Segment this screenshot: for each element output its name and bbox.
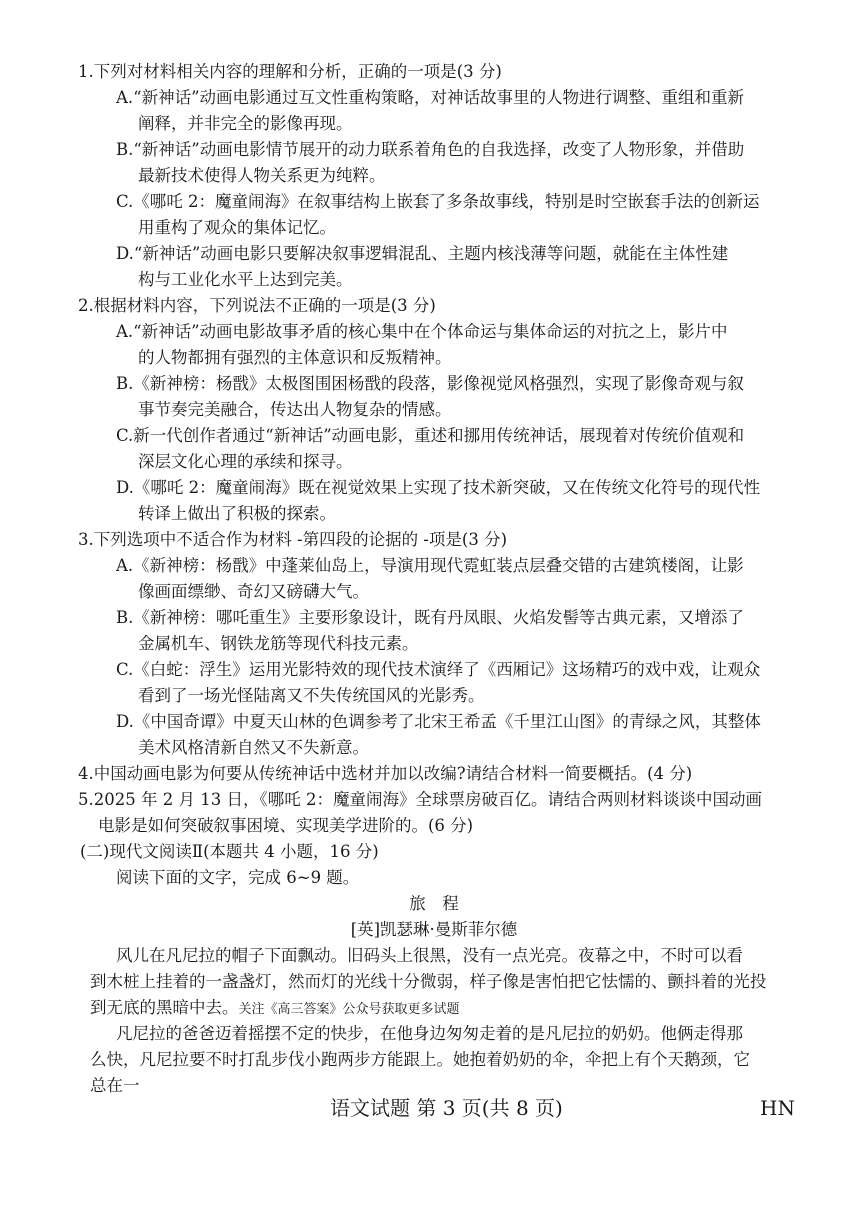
q1-option-a-cont: 阐释，并非完全的影像再现。 [138,114,353,133]
story-paragraph-2-l3: 总在一 [90,1076,140,1095]
story-paragraph-2: 凡尼拉的爸爸迈着摇摆不定的快步，在他身边匆匆走着的是凡尼拉的奶奶。他俩走得那 [116,1024,743,1043]
watermark-notice: 关注《高三答案》公众号获取更多试题 [238,1002,460,1017]
q1-option-d: D.“新神话”动画电影只要解决叙事逻辑混乱、主题内核浅薄等问题，就能在主体性建 [116,244,729,263]
q1-option-c-cont: 用重构了观众的集体记忆。 [138,218,336,237]
story-paragraph-1-l2: 到木桩上挂着的一盏盏灯，然而灯的光线十分微弱，样子像是害怕把它怯懦的、颤抖着的光投 [90,972,767,991]
q2-option-b: B.《新神榜：杨戬》太极图围困杨戬的段落，影像视觉风格强烈，实现了影像奇观与叙 [116,374,744,393]
question-2-stem: 2.根据材料内容，下列说法不正确的一项是(3 分) [78,296,436,315]
q3-option-a-cont: 像画面缥缈、奇幻又磅礴大气。 [138,582,369,601]
question-5-cont: 电影是如何突破叙事困境、实现美学进阶的。(6 分) [98,816,474,835]
q1-option-c: C.《哪吒 2：魔童闹海》在叙事结构上嵌套了多条故事线，特别是时空嵌套手法的创新运 [116,192,760,211]
q3-option-b: B.《新神榜：哪吒重生》主要形象设计，既有丹凤眼、火焰发髻等古典元素，又增添了 [116,608,744,627]
q3-option-d: D.《中国奇谭》中夏天山林的色调参考了北宋王希孟《千里江山图》的青绿之风，其整体 [116,712,761,731]
section-heading: (二)现代文阅读Ⅱ(本题共 4 小题，16 分) [80,842,379,861]
q3-option-c: C.《白蛇：浮生》运用光影特效的现代技术演绎了《西厢记》这场精巧的戏中戏，让观众 [116,660,761,679]
q2-option-d: D.《哪吒 2：魔童闹海》既在视觉效果上实现了技术新突破，又在传统文化符号的现代性 [116,478,761,497]
q3-option-a: A.《新神榜：杨戬》中蓬莱仙岛上，导演用现代霓虹装点层叠交错的古建筑楼阁，让影 [116,556,744,575]
question-1-stem: 1.下列对材料相关内容的理解和分析，正确的一项是(3 分) [78,62,502,81]
page-footer-region: HN [760,1096,795,1120]
q2-option-c-cont: 深层文化心理的承续和探寻。 [138,452,353,471]
page-footer-label: 语文试题 第 3 页(共 8 页) [330,1096,563,1120]
q3-option-d-cont: 美术风格清新自然又不失新意。 [138,738,369,757]
q2-option-a-cont: 的人物都拥有强烈的主体意识和反叛精神。 [138,348,452,367]
q1-option-d-cont: 构与工业化水平上达到完美。 [138,270,353,289]
question-5-stem: 5.2025 年 2 月 13 日，《哪吒 2：魔童闹海》全球票房破百亿。请结合两则材料谈谈中国动画 [78,790,762,809]
q2-option-c: C.新一代创作者通过“新神话”动画电影，重述和挪用传统神话，展现着对传统价值观和 [116,426,745,445]
q1-option-b: B.“新神话”动画电影情节展开的动力联系着角色的自我选择，改变了人物形象，并借助 [116,140,745,159]
q2-option-d-cont: 转译上做出了积极的探索。 [138,504,336,523]
reading-instruction: 阅读下面的文字，完成 6~9 题。 [116,868,360,887]
story-paragraph-1-l3-text: 到无底的黑暗中去。 [90,998,239,1017]
question-4-stem: 4.中国动画电影为何要从传统神话中选材并加以改编?请结合材料一简要概括。(4 分) [78,764,693,783]
q1-option-a: A.“新神话”动画电影通过互文性重构策略，对神话故事里的人物进行调整、重组和重新 [116,88,745,107]
q2-option-a: A.“新神话”动画电影故事矛盾的核心集中在个体命运与集体命运的对抗之上，影片中 [116,322,728,341]
story-paragraph-2-l2: 么快，凡尼拉要不时打乱步伐小跑两步方能跟上。她抱着奶奶的伞，伞把上有个天鹅颈，它 [90,1050,750,1069]
q3-option-c-cont: 看到了一场光怪陆离又不失传统国风的光影秀。 [138,686,485,705]
q1-option-b-cont: 最新技术使得人物关系更为纯粹。 [138,166,386,185]
story-author: [英]凯瑟琳·曼斯菲尔德 [350,920,518,939]
story-paragraph-1-l3 [90,995,460,1023]
question-3-stem: 3.下列选项中不适合作为材料 -第四段的论据的 -项是(3 分) [78,530,507,549]
q2-option-b-cont: 事节奏完美融合，传达出人物复杂的情感。 [138,400,452,419]
story-paragraph-1: 风儿在凡尼拉的帽子下面飘动。旧码头上很黑，没有一点光亮。夜幕之中，不时可以看 [116,946,743,965]
story-title: 旅 程 [409,894,459,913]
q3-option-b-cont: 金属机车、钢铁龙筋等现代科技元素。 [138,634,419,653]
